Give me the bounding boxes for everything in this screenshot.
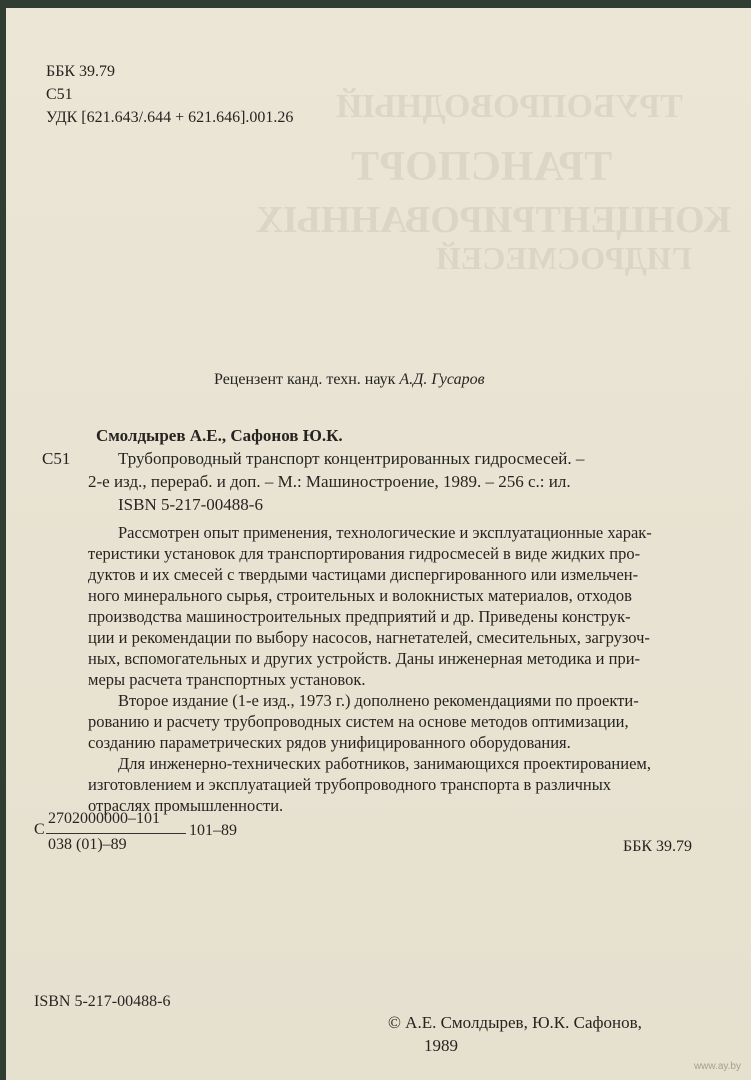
abstract-line: Второе издание (1-е изд., 1973 г.) дополнено рекомендациями по проекти-: [118, 691, 639, 710]
reviewer-name: А.Д. Гусаров: [399, 371, 485, 388]
reviewer-prefix: Рецензент канд. техн. наук: [214, 371, 396, 388]
abstract-line: дуктов и их смесей с твердыми частицами диспергированного или измельчен-: [88, 565, 639, 584]
abstract-line: ного минерального сырья, строительных и волокнистых материалов, отходов: [88, 586, 632, 605]
copyright-year: 1989: [424, 1036, 458, 1055]
abstract-line: производства машиностроительных предприятий и др. Приведены конструк-: [88, 607, 631, 626]
catalog-edition-line: 2-е изд., перераб. и доп. – М.: Машиностроение, 1989. – 256 с.: ил.: [88, 472, 571, 491]
udk-code: УДК [621.643/.644 + 621.646].001.26: [46, 109, 294, 126]
bbk-header: ББК 39.79: [46, 63, 116, 80]
index-numerator: 2702000000–101: [48, 810, 160, 827]
show-through-title-4: ГИДРОСМЕСЕЙ: [436, 240, 692, 276]
abstract-line: ции и рекомендации по выбору насосов, нагнетателей, смесительных, загрузоч-: [88, 628, 650, 647]
catalog-isbn-line: ISBN 5-217-00488-6: [118, 495, 263, 514]
catalog-code: С51: [42, 449, 71, 468]
authors: Смолдырев А.Е., Сафонов Ю.К.: [96, 426, 343, 445]
abstract-line: Рассмотрен опыт применения, технологические и эксплуатационные харак-: [118, 523, 652, 542]
isbn-footer: ISBN 5-217-00488-6: [34, 993, 171, 1010]
reviewer-line: [214, 371, 485, 389]
watermark: www.ay.by: [693, 1061, 741, 1072]
show-through-title-3: КОНЦЕНТРИРОВАННЫХ: [256, 199, 732, 241]
index-suffix: 101–89: [189, 822, 237, 839]
abstract-line: отраслях промышленности.: [88, 796, 284, 815]
show-through-title-2: ТРАНСПОРТ: [351, 144, 613, 190]
bbk-footer: ББК 39.79: [623, 838, 693, 855]
abstract-line: Для инженерно-технических работников, занимающихся проектированием,: [118, 754, 651, 773]
index-fraction-line: [46, 833, 186, 834]
abstract-line: теристики установок для транспортирования гидросмесей в виде жидких про-: [88, 544, 641, 563]
abstract-line: изготовлением и эксплуатацией трубопроводного транспорта в различных: [88, 775, 612, 794]
class-code: С51: [46, 86, 73, 103]
abstract-line: рованию и расчету трубопроводных систем на основе методов оптимизации,: [88, 712, 629, 731]
abstract-line: ных, вспомогательных и других устройств. Даны инженерная методика и при-: [88, 649, 641, 668]
index-denominator: 038 (01)–89: [48, 836, 127, 853]
show-through-title-1: ТРУБОПРОВОДНЫЙ: [336, 88, 683, 125]
index-prefix: С: [34, 821, 45, 838]
catalog-title-line: Трубопроводный транспорт концентрированных гидросмесей. –: [118, 449, 585, 468]
abstract-line: меры расчета транспортных установок.: [88, 670, 366, 689]
abstract-line: созданию параметрических рядов унифицированного оборудования.: [88, 733, 571, 752]
book-page: [6, 8, 751, 1080]
copyright-line: © А.Е. Смолдырев, Ю.К. Сафонов,: [388, 1013, 642, 1032]
